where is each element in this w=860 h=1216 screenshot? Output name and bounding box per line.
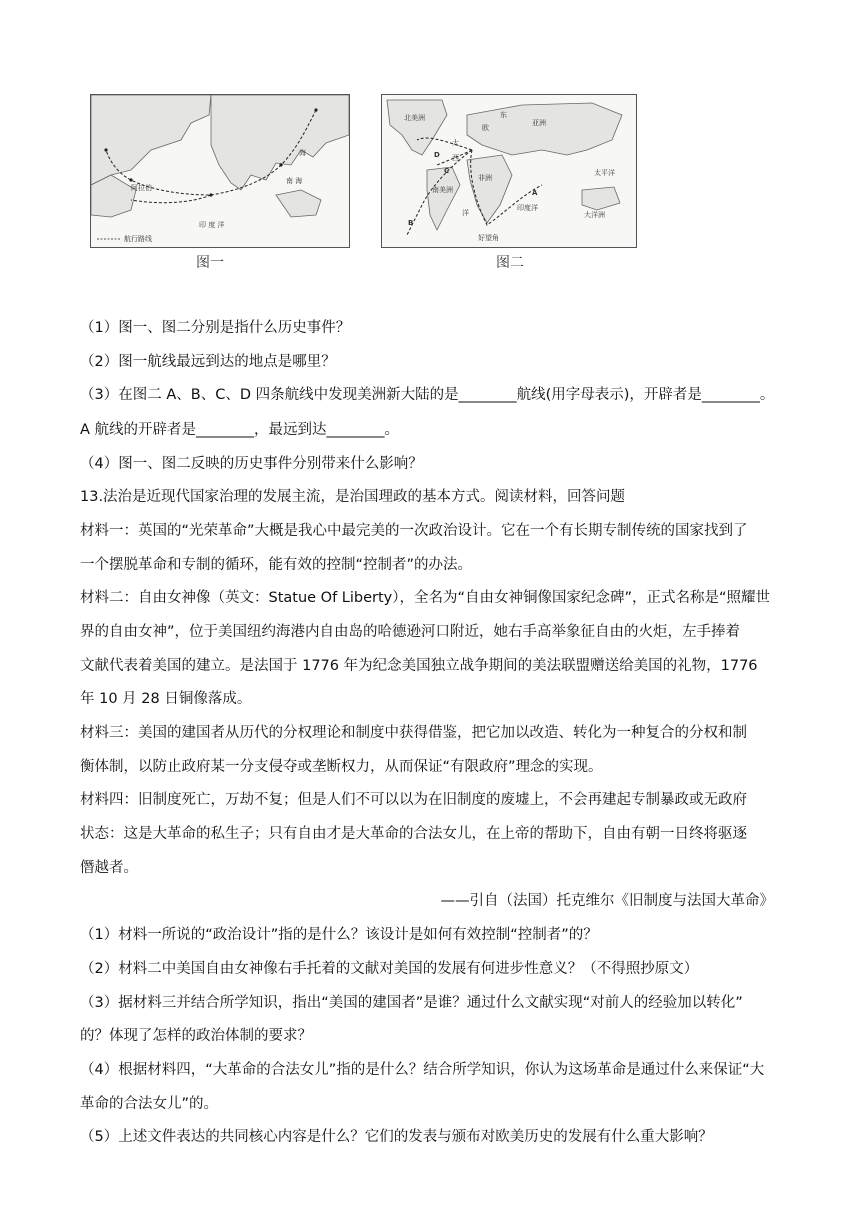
material-4-line-3: 僭越者。	[80, 860, 138, 876]
q13-question-3-continued: 的？体现了怎样的政治体制的要求？	[80, 1028, 312, 1044]
material-2-line-3: 文献代表着美国的建立。是法国于 1776 年为纪念美国独立战争期间的美法联盟赠送给美国的礼物，1776	[80, 658, 758, 674]
map1-label-ocean: 海	[299, 149, 306, 157]
map2-label-atlantic-1: 大	[452, 139, 459, 147]
q12-question-3: （3）在图二 A、B、C、D 四条航线中发现美洲新大陆的是________航线(用字母表示)，开辟者是________。	[80, 387, 775, 403]
material-3-line-2: 衡体制，以防止政府某一分支侵夺或垄断权力，从而保证“有限政府”理念的实现。	[80, 759, 603, 775]
q12-question-3-continued: A 航线的开辟者是________，最远到达________。	[80, 422, 400, 438]
map2-label-a: A	[532, 189, 538, 197]
map2-label-atlantic-3: 洋	[462, 209, 469, 217]
map2-label-north-america: 北美洲	[404, 114, 425, 122]
material-1-line-1: 材料一：英国的“光荣革命”大概是我心中最完美的一次政治设计。它在一个有长期专制传统的国家找到了	[80, 523, 748, 539]
figure-2-map	[381, 94, 637, 248]
map2-label-asia: 亚洲	[532, 119, 546, 127]
citation: ——引自（法国）托克维尔《旧制度与法国大革命》	[440, 893, 774, 909]
q13-question-3: （3）据材料三并结合所学知识，指出“美国的建国者”是谁？通过什么文献实现“对前人的经验加以转化”	[80, 995, 743, 1011]
map2-label-indian-ocean: 印度洋	[517, 204, 538, 212]
q13-question-4-continued: 革命的合法女儿”的。	[80, 1096, 219, 1112]
material-1-line-2: 一个摆脱革命和专制的循环，能有效的控制“控制者”的办法。	[80, 557, 473, 573]
map2-label-europe: 欧	[482, 124, 489, 132]
map2-label-africa: 非洲	[478, 174, 492, 182]
q13-title: 13.法治是近现代国家治理的发展主流，是治国理政的基本方式。阅读材料，回答问题	[80, 489, 626, 505]
figure-2-caption: 图二	[496, 255, 524, 271]
map2-label-east: 东	[500, 111, 507, 119]
q13-question-5: （5）上述文件表达的共同核心内容是什么？它们的发表与颁布对欧美历史的发展有什么重大影响？	[80, 1129, 713, 1145]
map1-label-indian-ocean: 印 度 洋	[199, 221, 225, 229]
q13-question-1: （1）材料一所说的“政治设计”指的是什么？该设计是如何有效控制“控制者”的？	[80, 927, 598, 943]
map2-label-cape: 好望角	[478, 234, 499, 242]
map2-label-d: D	[434, 151, 440, 159]
material-3-line-1: 材料三：美国的建国者从历代的分权理论和制度中获得借鉴，把它加以改造、转化为一种复合的分权和制	[80, 725, 747, 741]
map1-label-sea: 南 海	[286, 177, 303, 185]
q12-question-4: （4）图一、图二反映的历史事件分别带来什么影响？	[80, 456, 423, 472]
q12-question-2: （2）图一航线最远到达的地点是哪里？	[80, 354, 336, 370]
material-4-line-2: 状态：这是大革命的私生子；只有自由才是大革命的合法女儿，在上帝的帮助下，自由有朝一日终将驱逐	[80, 826, 747, 842]
map2-label-atlantic-2: 西	[452, 154, 459, 162]
figure-1-map	[90, 94, 350, 248]
map1-legend: 航行路线	[124, 235, 152, 243]
material-4-line-1: 材料四：旧制度死亡，万劫不复；但是人们不可以以为在旧制度的废墟上，不会再建起专制暴政或无政府	[80, 792, 747, 808]
map2-label-australia: 大洋洲	[584, 211, 605, 219]
map1-label-arabia: 阿拉伯	[131, 184, 152, 192]
map2-label-c: C	[444, 167, 450, 175]
material-2-line-2: 界的自由女神”，位于美国纽约海港内自由岛的哈德逊河口附近，她右手高举象征自由的火炬，左手捧着	[80, 624, 741, 640]
q13-question-2: （2）材料二中美国自由女神像右手托着的文献对美国的发展有何进步性意义？（不得照抄原文）	[80, 961, 699, 977]
map2-label-b: B	[408, 219, 414, 227]
q12-question-1: （1）图一、图二分别是指什么历史事件？	[80, 320, 351, 336]
q13-question-4: （4）根据材料四，“大革命的合法女儿”指的是什么？结合所学知识，你认为这场革命是通过什么来保证“大	[80, 1062, 765, 1078]
material-2-line-4: 年 10 月 28 日铜像落成。	[80, 691, 252, 707]
map2-label-south-america: 南美洲	[432, 186, 453, 194]
figure-1-caption: 图一	[196, 255, 224, 271]
map2-label-pacific: 太平洋	[594, 169, 615, 177]
material-2-line-1: 材料二：自由女神像（英文：Statue Of Liberty），全名为“自由女神铜像国家纪念碑”，正式名称是“照耀世	[80, 590, 771, 606]
